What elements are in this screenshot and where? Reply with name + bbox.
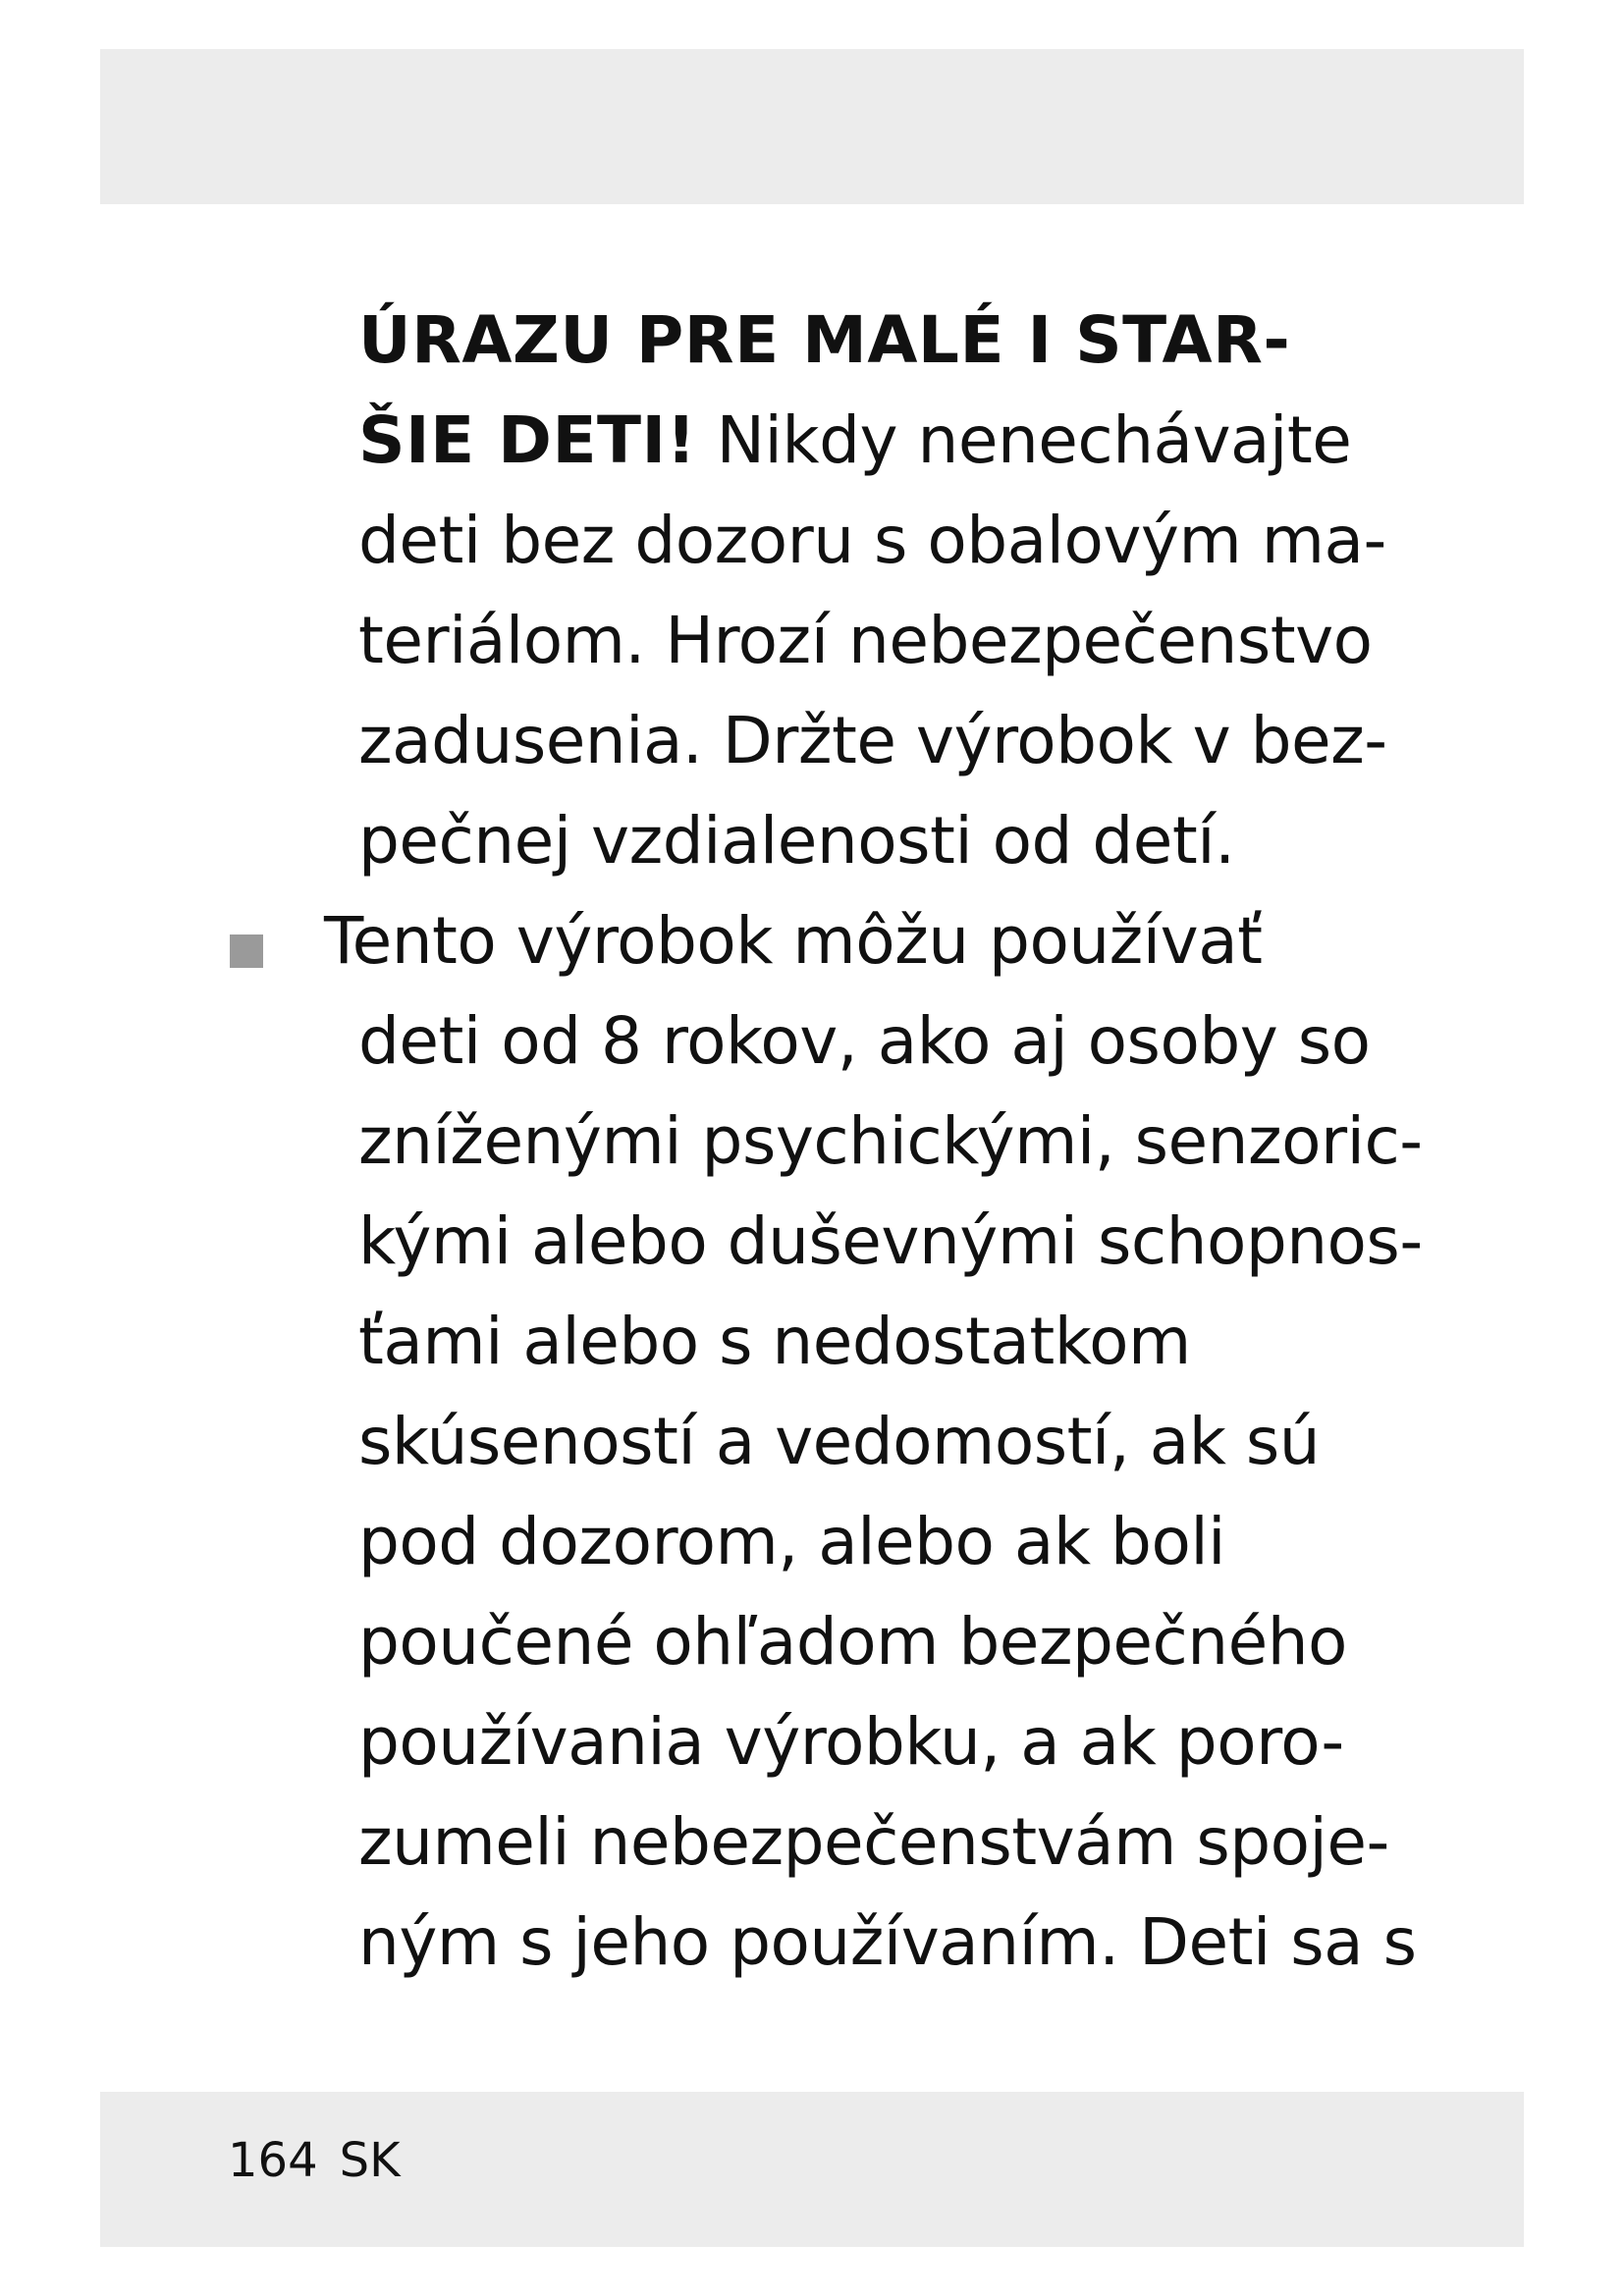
paragraph-line: deti bez dozoru s obalovým ma- [358,503,1386,578]
warning-heading-end: ŠIE DETI! [358,402,697,478]
warning-heading-line-1: ÚRAZU PRE MALÉ I STAR- [358,302,1291,378]
paragraph-line: skúseností a vedomostí, ak sú [358,1404,1321,1479]
paragraph-line: ným s jeho používaním. Deti sa s [358,1904,1417,1980]
page-number: 164 [228,2133,318,2188]
warning-line-2 [358,402,1352,478]
paragraph-line: používania výrobku, a ak poro- [358,1704,1344,1780]
page-footer [228,2133,422,2188]
bullet-square-icon [230,934,263,968]
paragraph-line: zníženými psychickými, senzoric- [358,1103,1423,1179]
paragraph-line: pod dozorom, alebo ak boli [358,1504,1225,1579]
paragraph-line: zumeli nebezpečenstvám spoje- [358,1804,1389,1880]
paragraph-line: kými alebo duševnými schopnos- [358,1203,1423,1279]
paragraph-line: ťami alebo s nedostatkom [358,1304,1191,1379]
language-code: SK [339,2133,401,2188]
paragraph-line: pečnej vzdialenosti od detí. [358,803,1235,879]
warning-text: Nikdy nenechávajte [696,402,1352,478]
header-band [100,49,1524,204]
paragraph-line: poučené ohľadom bezpečného [358,1604,1347,1680]
paragraph-line: deti od 8 rokov, ako aj osoby so [358,1003,1371,1079]
paragraph-line: zadusenia. Držte výrobok v bez- [358,703,1387,778]
bullet-item-line: Tento výrobok môžu používať [324,903,1263,979]
paragraph-line: teriálom. Hrozí nebezpečenstvo [358,603,1373,678]
